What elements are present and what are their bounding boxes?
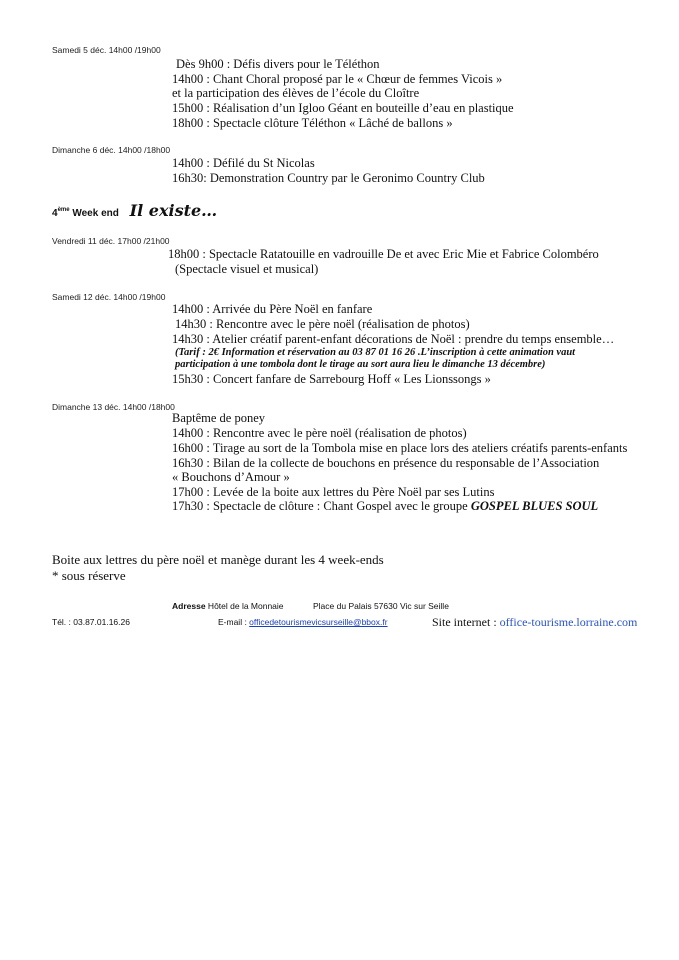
day-heading-sun13: Dimanche 13 déc. 14h00 /18h00 [52,402,175,412]
event-line: 14h00 : Défilé du St Nicolas [172,156,315,170]
event-line: 17h00 : Levée de la boite aux lettres du Père Noël par ses Lutins [172,485,495,499]
day-heading-fri11: Vendredi 11 déc. 17h00 /21h00 [52,236,170,246]
week-label: Week end [69,208,119,219]
event-line: Dès 9h00 : Défis divers pour le Téléthon [176,57,380,71]
address-label: Adresse [172,601,206,611]
tarif-note: (Tarif : 2€ Information et réservation au 03 87 01 16 26 .L’inscription à cette animation vaut [175,347,576,358]
event-line: et la participation des élèves de l’école du Cloître [172,86,420,100]
week-headline: Il existe… [129,201,218,220]
event-line: 14h30 : Atelier créatif parent-enfant décorations de Noël : prendre du temps ensemble… [172,332,615,346]
event-line: 16h30: Demonstration Country par le Geronimo Country Club [172,171,485,185]
event-line: 16h00 : Tirage au sort de la Tombola mise en place lors des ateliers créatifs parents-enfants [172,441,628,455]
event-line-text: 17h30 : Spectacle de clôture : Chant Gospel avec le groupe [172,499,471,513]
day-heading-sun6: Dimanche 6 déc. 14h00 /18h00 [52,145,171,155]
address-name: Hôtel de la Monnaie [205,601,284,611]
address-line [172,601,284,611]
email-line [218,617,388,627]
event-line: Baptême de poney [172,411,266,425]
website-line [432,615,637,630]
event-line: 18h00 : Spectacle Ratatouille en vadrouille De et avec Eric Mie et Fabrice Colombéro [168,247,599,261]
week-number: 4 [52,208,58,219]
week-heading [52,201,217,220]
event-line: 18h00 : Spectacle clôture Téléthon « Lâché de ballons » [172,116,453,130]
event-line: (Spectacle visuel et musical) [175,262,319,276]
footer-note-mailbox: Boite aux lettres du père noël et manège durant les 4 week-ends [52,552,384,567]
day-heading-sat12: Samedi 12 déc. 14h00 /19h00 [52,292,166,302]
tarif-note: participation à une tombola dont le tirage au sort aura lieu le dimanche 13 décembre) [175,359,546,370]
event-line-closing [172,499,598,514]
phone-number: Tél. : 03.87.01.16.26 [52,617,130,627]
email-link[interactable]: officedetourismevicsurseille@bbox.fr [249,617,388,627]
event-line: 14h00 : Arrivée du Père Noël en fanfare [172,302,373,316]
email-label: E-mail : [218,617,250,627]
event-line: 15h30 : Concert fanfare de Sarrebourg Hoff « Les Lionssongs » [172,372,491,386]
website-link[interactable]: office-tourisme.lorraine.com [499,615,638,629]
event-line: 16h30 : Bilan de la collecte de bouchons en présence du responsable de l’Association [172,456,600,470]
event-line: 14h00 : Chant Choral proposé par le « Chœur de femmes Vicois » [172,72,503,86]
website-label: Site internet : [432,615,500,629]
week-ordinal: ème [57,207,70,213]
address-place: Place du Palais 57630 Vic sur Seille [313,601,449,611]
event-line: 14h00 : Rencontre avec le père noël (réalisation de photos) [172,426,467,440]
gospel-group-name: GOSPEL BLUES SOUL [470,499,599,513]
event-line: 14h30 : Rencontre avec le père noël (réalisation de photos) [175,317,470,331]
day-heading-sat5: Samedi 5 déc. 14h00 /19h00 [52,45,161,55]
event-line: 15h00 : Réalisation d’un Igloo Géant en bouteille d’eau en plastique [172,101,514,115]
event-line: « Bouchons d’Amour » [172,470,290,484]
footer-note-reserve: * sous réserve [52,568,126,583]
